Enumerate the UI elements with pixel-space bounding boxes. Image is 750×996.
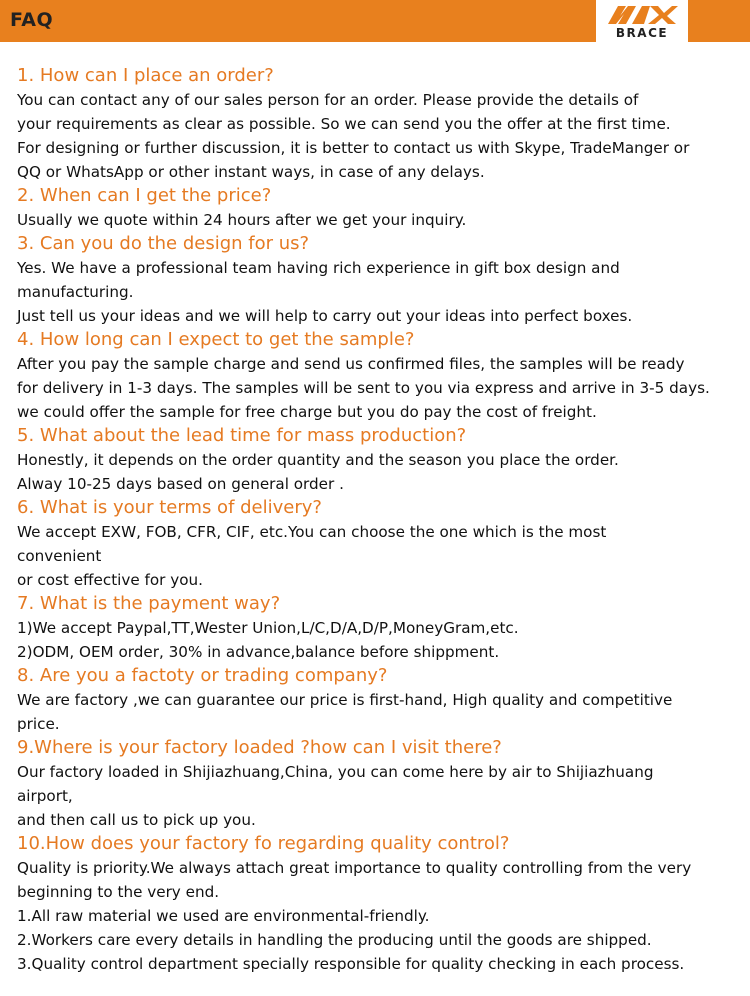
faq-answer-line: convenient bbox=[17, 547, 102, 565]
brand-logo-mark-icon bbox=[606, 2, 678, 26]
faq-answer-line: For designing or further discussion, it is better to contact us with Skype, TradeManger or bbox=[17, 139, 690, 157]
faq-answer-line: After you pay the sample charge and send us confirmed files, the samples will be ready bbox=[17, 355, 685, 373]
faq-question: 9.Where is your factory loaded ?how can I visit there? bbox=[17, 737, 502, 758]
faq-item-3 bbox=[17, 232, 745, 328]
faq-item-9 bbox=[17, 736, 745, 832]
faq-question: 3. Can you do the design for us? bbox=[17, 233, 310, 254]
faq-header-bar bbox=[0, 0, 750, 42]
faq-item-7 bbox=[17, 592, 745, 664]
faq-question: 5. What about the lead time for mass production? bbox=[17, 425, 467, 446]
faq-answer-line: price. bbox=[17, 715, 60, 733]
faq-item-1 bbox=[17, 64, 745, 184]
faq-answer-line: your requirements as clear as possible. So we can send you the offer at the first time. bbox=[17, 115, 671, 133]
faq-answer-line: You can contact any of our sales person for an order. Please provide the details of bbox=[17, 91, 639, 109]
brand-logo-text: BRACE bbox=[615, 26, 669, 40]
faq-answer-line: Just tell us your ideas and we will help to carry out your ideas into perfect boxes. bbox=[17, 307, 633, 325]
faq-answer-line: or cost effective for you. bbox=[17, 571, 203, 589]
faq-answer-line: we could offer the sample for free charge but you do pay the cost of freight. bbox=[17, 403, 597, 421]
faq-answer-line: Yes. We have a professional team having rich experience in gift box design and bbox=[17, 259, 620, 277]
faq-item-4 bbox=[17, 328, 745, 424]
page-title: FAQ bbox=[10, 9, 54, 31]
faq-question: 10.How does your factory fo regarding quality control? bbox=[17, 833, 510, 854]
faq-answer-line: for delivery in 1-3 days. The samples will be sent to you via express and arrive in 3-5 days. bbox=[17, 379, 710, 397]
faq-answer-line: 2.Workers care every details in handling the producing until the goods are shipped. bbox=[17, 931, 652, 949]
faq-question: 7. What is the payment way? bbox=[17, 593, 281, 614]
faq-answer-line: We accept EXW, FOB, CFR, CIF, etc.You can choose the one which is the most bbox=[17, 523, 607, 541]
faq-item-5 bbox=[17, 424, 745, 496]
faq-list bbox=[17, 64, 745, 976]
faq-answer-line: beginning to the very end. bbox=[17, 883, 220, 901]
faq-answer-line: Quality is priority.We always attach great importance to quality controlling from the very bbox=[17, 859, 692, 877]
faq-answer-line: Our factory loaded in Shijiazhuang,China, you can come here by air to Shijiazhuang bbox=[17, 763, 654, 781]
faq-question: 4. How long can I expect to get the sample? bbox=[17, 329, 415, 350]
faq-question: 8. Are you a factoty or trading company? bbox=[17, 665, 388, 686]
faq-answer-line: Alway 10-25 days based on general order . bbox=[17, 475, 344, 493]
faq-question: 1. How can I place an order? bbox=[17, 65, 274, 86]
brand-logo bbox=[596, 0, 688, 42]
faq-answer-line: 2)ODM, OEM order, 30% in advance,balance before shippment. bbox=[17, 643, 500, 661]
faq-answer-line: 1)We accept Paypal,TT,Wester Union,L/C,D/A,D/P,MoneyGram,etc. bbox=[17, 619, 519, 637]
faq-answer-line: Usually we quote within 24 hours after we get your inquiry. bbox=[17, 211, 467, 229]
faq-answer-line: manufacturing. bbox=[17, 283, 134, 301]
faq-question: 2. When can I get the price? bbox=[17, 185, 272, 206]
faq-answer-line: and then call us to pick up you. bbox=[17, 811, 256, 829]
faq-answer-line: 3.Quality control department specially responsible for quality checking in each process. bbox=[17, 955, 685, 973]
faq-answer-line: 1.All raw material we used are environmental-friendly. bbox=[17, 907, 430, 925]
faq-question: 6. What is your terms of delivery? bbox=[17, 497, 322, 518]
faq-answer-line: QQ or WhatsApp or other instant ways, in case of any delays. bbox=[17, 163, 485, 181]
faq-answer-line: airport, bbox=[17, 787, 73, 805]
faq-answer-line: Honestly, it depends on the order quantity and the season you place the order. bbox=[17, 451, 619, 469]
faq-item-2 bbox=[17, 184, 745, 232]
faq-item-10 bbox=[17, 832, 745, 976]
faq-item-6 bbox=[17, 496, 745, 592]
faq-answer-line: We are factory ,we can guarantee our price is first-hand, High quality and competitive bbox=[17, 691, 673, 709]
faq-item-8 bbox=[17, 664, 745, 736]
